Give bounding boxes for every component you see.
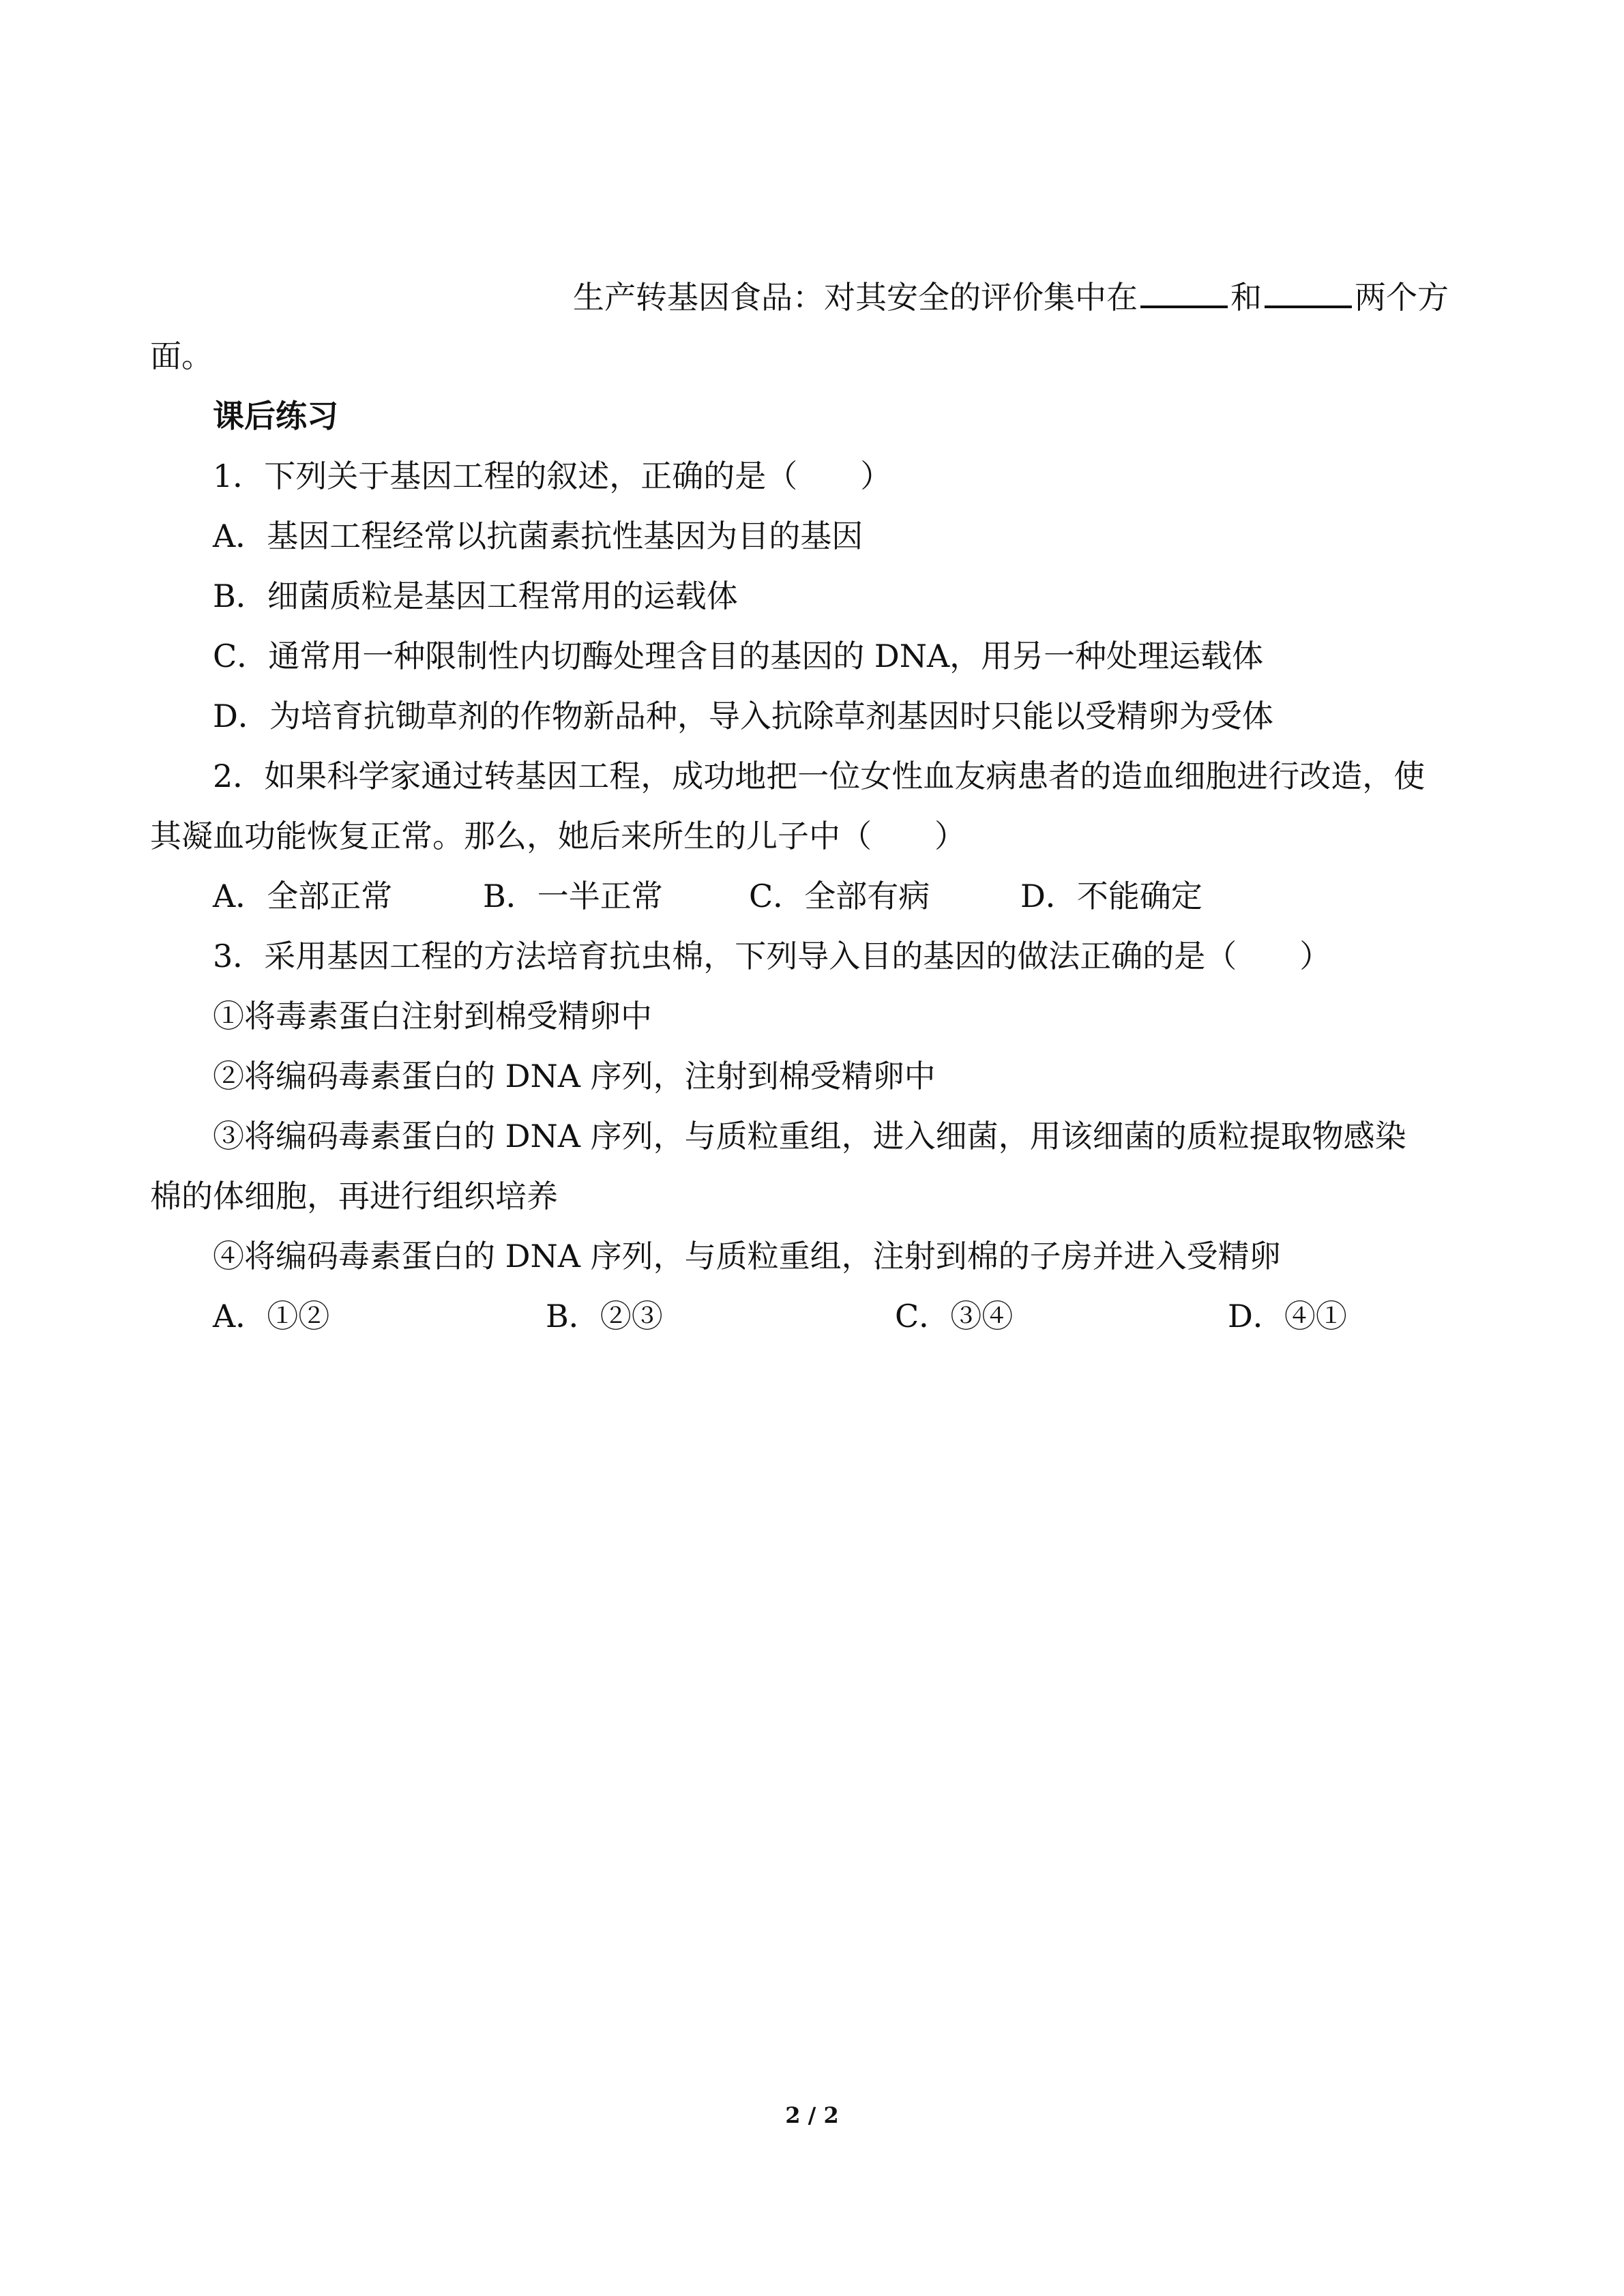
question-3-option-a: A．①② — [213, 1298, 330, 1335]
intro-line-1 — [573, 275, 1449, 318]
question-2-option-a: A．全部正常 — [213, 878, 393, 914]
question-3-option-b: B．②③ — [546, 1298, 663, 1335]
intro-prefix: 生产转基因食品：对其安全的评价集中在 — [573, 279, 1138, 316]
question-2-stem-line-1: 2．如果科学家通过转基因工程，成功地把一位女性血友病患者的造血细胞进行改造，使 — [213, 758, 1426, 794]
question-2-option-c: C．全部有病 — [749, 878, 930, 914]
section-title: 课后练习 — [213, 398, 338, 434]
intro-suffix: 两个方 — [1355, 279, 1449, 316]
intro-mid: 和 — [1230, 279, 1262, 316]
question-2-option-d: D．不能确定 — [1020, 878, 1202, 914]
question-3-item-1: ①将毒素蛋白注射到棉受精卵中 — [213, 998, 652, 1034]
answer-blank-2 — [1265, 275, 1352, 308]
question-1-stem: 1．下列关于基因工程的叙述，正确的是（ ） — [213, 458, 892, 494]
question-3-item-4: ④将编码毒素蛋白的 DNA 序列，与质粒重组，注射到棉的子房并进入受精卵 — [213, 1238, 1281, 1274]
answer-blank-1 — [1140, 275, 1228, 308]
question-1-option-c: C．通常用一种限制性内切酶处理含目的基因的 DNA，用另一种处理运载体 — [213, 638, 1264, 674]
question-3-item-2: ②将编码毒素蛋白的 DNA 序列，注射到棉受精卵中 — [213, 1058, 936, 1094]
question-3-option-d: D．④① — [1228, 1298, 1347, 1335]
question-2-option-b: B．一半正常 — [483, 878, 663, 914]
page-number: 2 / 2 — [785, 2102, 839, 2128]
question-2-stem-line-2: 其凝血功能恢复正常。那么，她后来所生的儿子中（ ） — [150, 818, 966, 854]
question-3-stem: 3．采用基因工程的方法培育抗虫棉，下列导入目的基因的做法正确的是（ ） — [213, 938, 1331, 974]
question-1-option-b: B．细菌质粒是基因工程常用的运载体 — [213, 578, 738, 614]
question-1-option-a: A．基因工程经常以抗菌素抗性基因为目的基因 — [213, 518, 863, 554]
question-3-item-3-continued: 棉的体细胞，再进行组织培养 — [150, 1178, 558, 1214]
question-3-item-3: ③将编码毒素蛋白的 DNA 序列，与质粒重组，进入细菌，用该细菌的质粒提取物感染 — [213, 1118, 1406, 1154]
intro-line-2: 面。 — [150, 338, 213, 374]
question-3-option-c: C．③④ — [895, 1298, 1014, 1335]
question-1-option-d: D．为培育抗锄草剂的作物新品种，导入抗除草剂基因时只能以受精卵为受体 — [213, 698, 1273, 734]
